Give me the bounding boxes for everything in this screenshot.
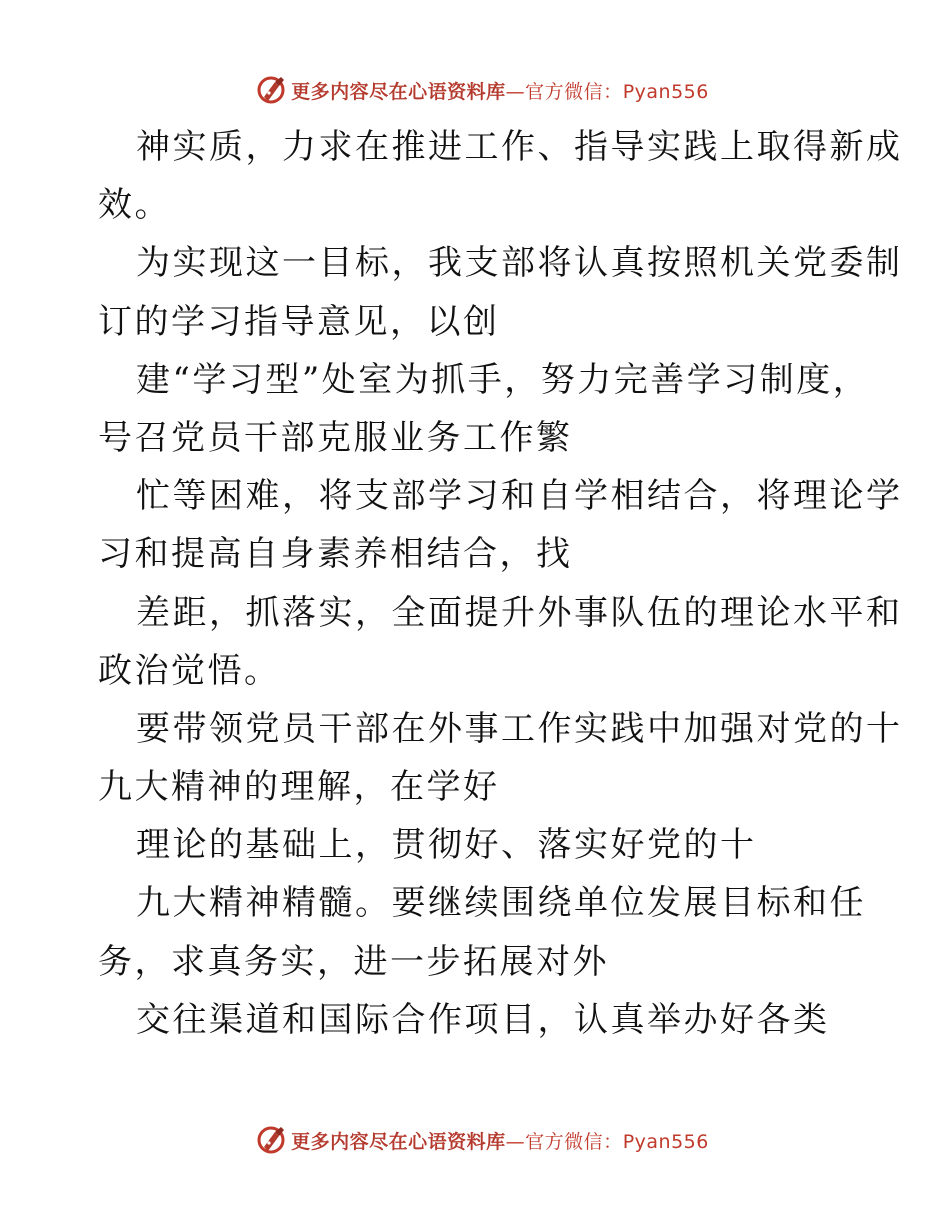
banner-wechat-label: —官方微信：: [505, 80, 623, 103]
banner-site-name: 更多内容尽在心语资料库: [291, 80, 506, 103]
body-line: 九大精神精髓。要继续围绕单位发展目标和任: [136, 883, 866, 924]
body-line: 忙等困难，将支部学习和自学相结合，将理论学: [136, 476, 903, 517]
body-line: 习和提高自身素养相结合，找: [98, 534, 573, 575]
header-banner-text: [291, 77, 709, 104]
body-line: 号召党员干部克服业务工作繁: [98, 417, 573, 458]
body-line: 订的学习指导意见，以创: [98, 301, 500, 342]
body-line: 政治觉悟。: [98, 650, 281, 691]
body-line: 神实质，力求在推进工作、指导实践上取得新成: [136, 127, 903, 167]
pen-nib-circle-icon: [255, 74, 287, 106]
banner-wechat-id: Pyan556: [622, 1130, 709, 1153]
header-banner-inner: [255, 74, 709, 106]
body-line: 交往渠道和国际合作项目，认真举办好各类: [136, 999, 830, 1040]
body-line: 理论的基础上，贯彻好、落实好党的十: [136, 825, 757, 866]
banner-wechat-id: Pyan556: [622, 80, 709, 103]
body-line: 建“学习型”处室为抓手，努力完善学习制度，: [136, 359, 870, 400]
footer-banner-inner: [255, 1124, 709, 1156]
pen-nib-circle-icon: [255, 1124, 287, 1156]
footer-banner: [0, 1120, 950, 1160]
body-line: 九大精神的理解，在学好: [98, 767, 500, 808]
body-line: 为实现这一目标，我支部将认真按照机关党委制: [136, 243, 903, 284]
footer-banner-text: [291, 1127, 709, 1154]
body-line: 差距，抓落实，全面提升外事队伍的理论水平和: [136, 592, 903, 633]
banner-wechat-label: —官方微信：: [505, 1130, 623, 1153]
body-line: 务，求真务实，进一步拓展对外: [98, 941, 609, 982]
body-line: 效。: [98, 185, 171, 226]
document-body: [98, 118, 903, 1049]
body-line: 要带领党员干部在外事工作实践中加强对党的十: [136, 708, 903, 749]
banner-site-name: 更多内容尽在心语资料库: [291, 1130, 506, 1153]
header-banner: [0, 70, 950, 110]
